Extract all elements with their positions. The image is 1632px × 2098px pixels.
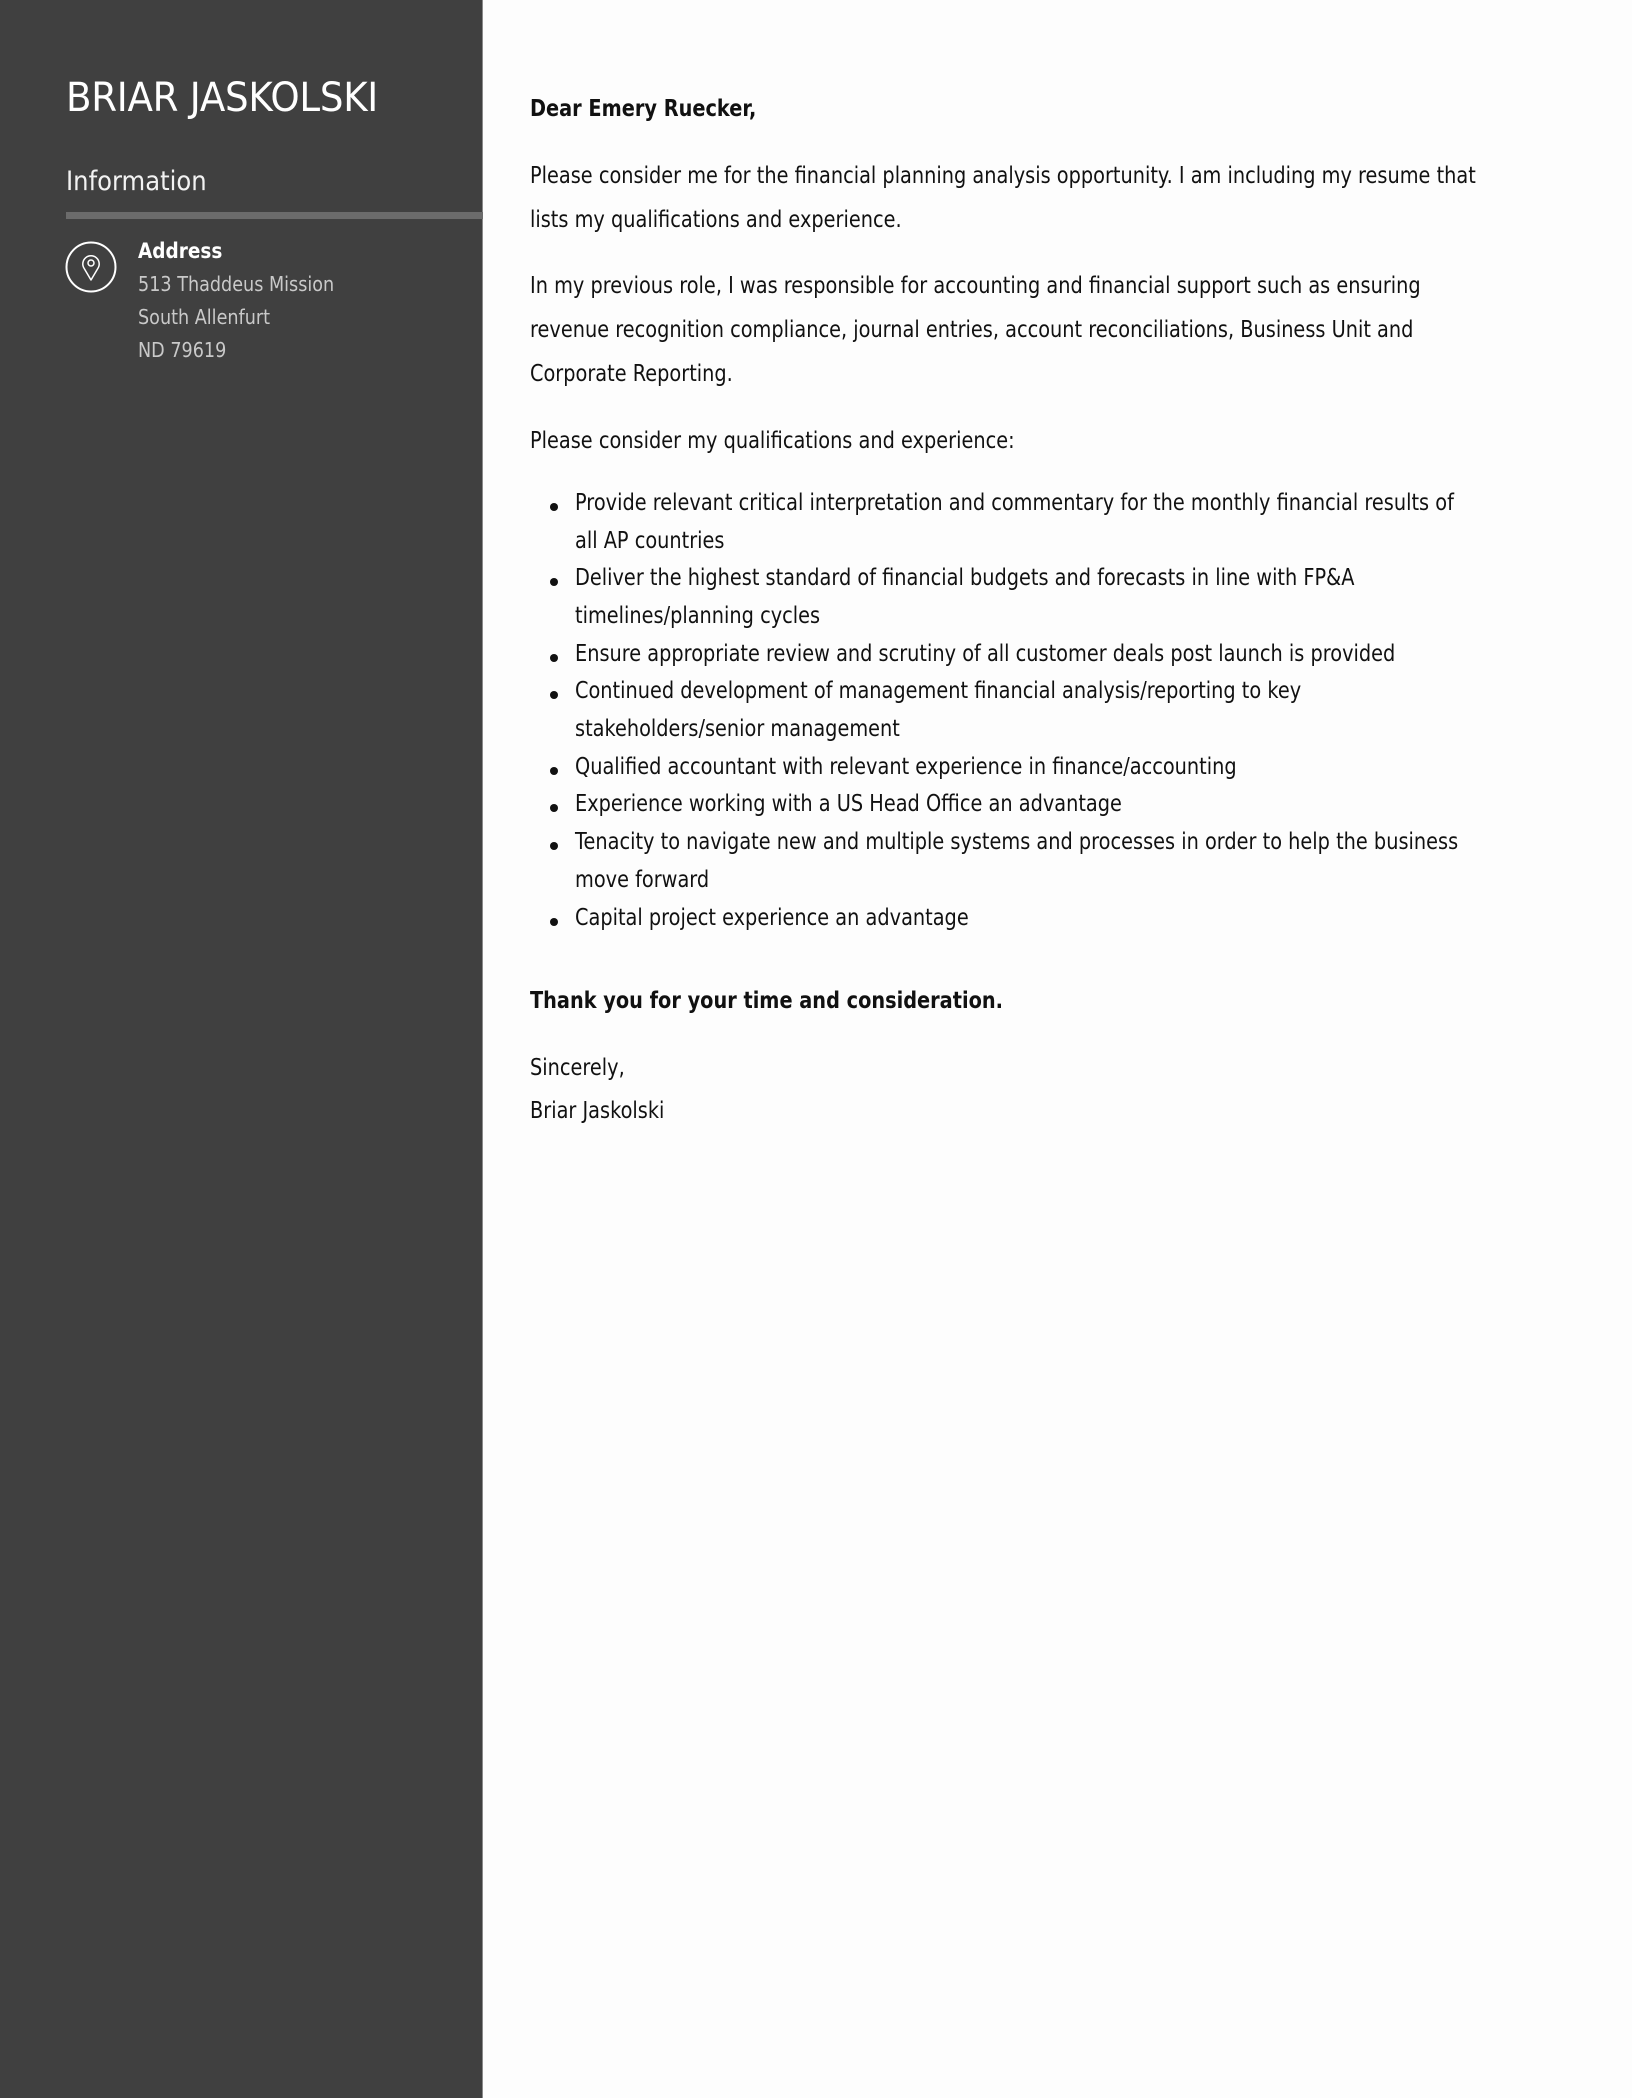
address-line-3: ND 79619: [138, 338, 227, 362]
list-item-line: move forward: [575, 867, 710, 893]
applicant-name: BRIAR JASKOLSKI: [66, 75, 379, 121]
list-item-line: Ensure appropriate review and scrutiny of all customer deals post launch is provided: [575, 641, 1396, 667]
list-item-line: all AP countries: [575, 528, 725, 554]
list-item-line: stakeholders/senior management: [575, 716, 900, 742]
bullet-icon: [550, 804, 558, 812]
paragraph-line: lists my qualifications and experience.: [530, 207, 902, 233]
qualifications-intro: Please consider my qualifications and experience:: [530, 428, 1015, 454]
list-item-line: Capital project experience an advantage: [575, 905, 969, 931]
signoff: Sincerely,: [530, 1055, 625, 1081]
list-item-line: Provide relevant critical interpretation and commentary for the monthly financial results of: [575, 490, 1454, 516]
list-item-line: Tenacity to navigate new and multiple systems and processes in order to help the business: [575, 829, 1459, 855]
address-line-1: 513 Thaddeus Mission: [138, 272, 335, 296]
section-divider: [66, 212, 483, 219]
paragraph-line: Please consider me for the financial planning analysis opportunity. I am including my resume that: [530, 163, 1476, 189]
bullet-icon: [550, 767, 558, 775]
section-title-information: Information: [66, 166, 207, 197]
bullet-icon: [550, 691, 558, 699]
closing-thanks: Thank you for your time and consideration.: [530, 988, 1003, 1014]
bullet-icon: [550, 918, 558, 926]
salutation: Dear Emery Ruecker,: [530, 96, 757, 122]
paragraph-line: revenue recognition compliance, journal entries, account reconciliations, Business Unit and: [530, 317, 1414, 343]
bullet-icon: [550, 842, 558, 850]
paragraph-line: Corporate Reporting.: [530, 361, 733, 387]
address-line-2: South Allenfurt: [138, 305, 271, 329]
list-item-line: Qualified accountant with relevant experience in finance/accounting: [575, 754, 1237, 780]
address-block: [138, 235, 361, 367]
list-item-line: Continued development of management financial analysis/reporting to key: [575, 678, 1302, 704]
location-pin-icon: [65, 241, 117, 293]
address-label: Address: [138, 239, 223, 263]
paragraph-line: In my previous role, I was responsible for accounting and financial support such as ensuring: [530, 273, 1421, 299]
list-item-line: Experience working with a US Head Office an advantage: [575, 791, 1122, 817]
bullet-icon: [550, 654, 558, 662]
bullet-icon: [550, 503, 558, 511]
signature: Briar Jaskolski: [530, 1098, 665, 1124]
list-item-line: timelines/planning cycles: [575, 603, 821, 629]
bullet-icon: [550, 578, 558, 586]
sidebar: [0, 0, 483, 2098]
list-item-line: Deliver the highest standard of financial budgets and forecasts in line with FP&A: [575, 565, 1355, 591]
